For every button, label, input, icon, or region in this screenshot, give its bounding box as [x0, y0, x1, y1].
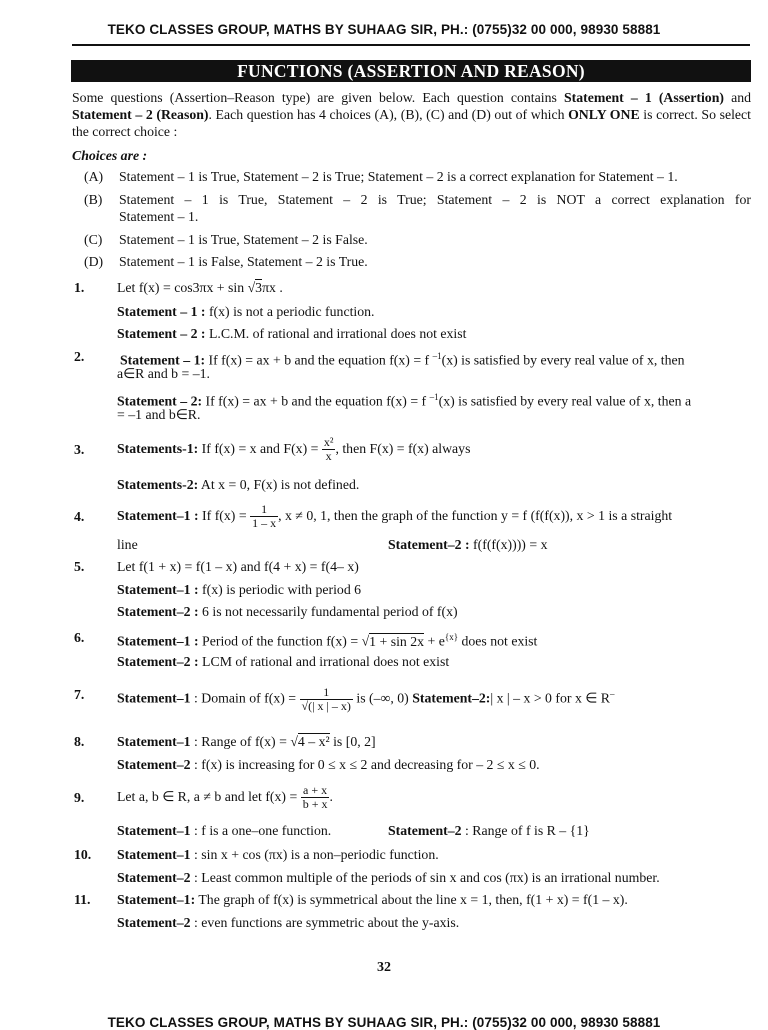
page-number: 32	[377, 960, 391, 975]
question-5-statement-2	[117, 603, 458, 620]
statement-text: | x | – x > 0 for x ∈ R	[490, 690, 610, 706]
statement-text: : Least common multiple of the periods of sin x and cos (πx) is an irrational number.	[190, 870, 660, 885]
question-7-statement	[117, 673, 614, 720]
question-6-statement-1	[117, 629, 537, 650]
question-number: 4.	[74, 509, 85, 524]
statement-text: The graph of f(x) is symmetrical about the line x = 1, then, f(1 + x) = f(1 – x).	[195, 892, 628, 907]
page-title: FUNCTIONS (ASSERTION AND REASON)	[71, 60, 751, 82]
statement-text: is (–∞, 0)	[352, 690, 413, 706]
statement-label: Statement–2	[117, 757, 191, 772]
intro-text: and	[731, 90, 752, 105]
stem-text: Let a, b ∈ R, a ≠ b and let f(x) =	[117, 789, 301, 804]
stem-text: .	[329, 789, 333, 804]
question-number: 8.	[74, 734, 85, 749]
question-number: 11.	[74, 892, 91, 907]
question-9-stem	[117, 776, 333, 818]
question-number: 1.	[74, 280, 85, 295]
question-11-statement-1	[117, 891, 628, 908]
fraction-denominator: 1 – x	[252, 516, 277, 531]
statement-text: (x) is satisfied by every real value of x, then	[441, 352, 685, 368]
statement-text: If f(x) = x and F(x) =	[198, 441, 322, 456]
statement-text: , x ≠ 0, 1, then the graph of the function y = f (f(f(x)), x > 1 is a straight	[278, 508, 673, 523]
stem-text: Let f(x) = cos3πx + sin	[117, 280, 248, 295]
fraction-denominator: b + x	[302, 797, 328, 812]
fraction-numerator: x²	[323, 435, 334, 450]
statement-label: Statement–2:	[412, 690, 491, 706]
fraction-denominator: √(| x | – x)	[301, 698, 351, 713]
statement-label: Statement–2 :	[117, 604, 199, 619]
question-3-statement-2	[117, 476, 359, 493]
statement-text: f(f(f(x)))) = x	[469, 537, 548, 552]
statement-label: Statement – 1 :	[117, 304, 206, 319]
statement-label: Statement–1	[117, 823, 191, 838]
statement-text: At x = 0, F(x) is not defined.	[198, 477, 360, 492]
question-9-statement-1	[117, 822, 331, 839]
fraction-numerator: 1	[300, 686, 353, 700]
statement-label: Statement – 1:	[120, 352, 206, 368]
superscript: –1	[432, 351, 442, 361]
fraction	[250, 503, 278, 530]
statement-label: Statements-1:	[117, 441, 199, 456]
statement-label: Statement–2 :	[117, 654, 199, 669]
sqrt-radicand: 1 + sin 2x	[369, 633, 425, 649]
choice-label: (B)	[84, 192, 103, 207]
sqrt-radicand: 3	[255, 280, 263, 295]
statement-text: (x) is satisfied by every real value of x, then a	[438, 393, 692, 409]
statement-text: If f(x) = ax + b and the equation f(x) = f	[205, 352, 433, 368]
superscript: {x}	[444, 632, 459, 642]
question-2-statement-2-cont: = –1 and b∈R.	[117, 407, 201, 422]
question-4-line-word: line	[117, 537, 138, 552]
fraction-numerator: 1	[250, 503, 278, 517]
question-number: 7.	[74, 687, 85, 702]
question-11-statement-2	[117, 914, 459, 931]
fraction	[300, 686, 353, 713]
question-5-statement-1	[117, 581, 361, 598]
statement-text: : Range of f(x) =	[190, 734, 291, 749]
choice-label: (D)	[84, 254, 104, 269]
question-9-statement-2	[388, 822, 590, 839]
statement-label: Statement–1 :	[117, 508, 199, 523]
choice-a-text: Statement – 1 is True, Statement – 2 is True; Statement – 2 is a correct explanation for Statement – 1.	[119, 169, 678, 184]
superscript: –1	[429, 392, 439, 402]
choices-heading: Choices are :	[72, 148, 148, 163]
statement-label: Statement–1:	[117, 892, 196, 907]
statement-label: Statement–2	[117, 915, 191, 930]
intro-bold: Statement – 1 (Assertion)	[563, 90, 724, 105]
statement-text: : Domain of f(x) =	[190, 690, 300, 706]
statement-label: Statements-2:	[117, 477, 199, 492]
statement-label: Statement–2	[388, 823, 462, 838]
question-1-stem	[117, 279, 283, 296]
statement-text: L.C.M. of rational and irrational does not exist	[205, 326, 467, 341]
statement-text: : even functions are symmetric about the y-axis.	[190, 915, 460, 930]
statement-text: : f(x) is increasing for 0 ≤ x ≤ 2 and decreasing for – 2 ≤ x ≤ 0.	[190, 757, 540, 772]
fraction-denominator: x	[325, 449, 332, 464]
statement-label: Statement – 2 :	[117, 326, 206, 341]
stem-text: πx .	[262, 280, 283, 295]
statement-text: Period of the function f(x) =	[198, 633, 362, 649]
statement-text: 6 is not necessarily fundamental period of f(x)	[198, 604, 458, 619]
header-rule	[72, 44, 750, 46]
statement-text: , then F(x) = f(x) always	[335, 441, 471, 456]
fraction	[322, 436, 336, 463]
statement-text: LCM of rational and irrational does not exist	[198, 654, 450, 669]
intro-text: Some questions (Assertion–Reason type) are given below. Each question contains	[72, 90, 564, 105]
question-1-statement-2	[117, 325, 466, 342]
sqrt-sign: √	[290, 734, 298, 749]
statement-text: is [0, 2]	[329, 734, 376, 749]
question-4-statement-1	[117, 495, 672, 537]
fraction	[301, 783, 333, 812]
superscript: –	[609, 689, 615, 699]
question-8-statement-2	[117, 756, 540, 773]
statement-text: : sin x + cos (πx) is a non–periodic function.	[190, 847, 439, 862]
question-10-statement-2	[117, 869, 660, 886]
sqrt-radicand: 4 – x²	[297, 734, 330, 749]
statement-text: f(x) is not a periodic function.	[205, 304, 375, 319]
question-number: 10.	[74, 847, 92, 862]
question-2-statement-1-cont: a∈R and b = –1.	[117, 366, 210, 381]
question-number: 6.	[74, 630, 85, 645]
question-5-stem: Let f(1 + x) = f(1 – x) and f(4 + x) = f(4– x)	[117, 559, 359, 574]
question-8-statement-1	[117, 733, 376, 750]
statement-label: Statement–1 :	[117, 633, 199, 649]
intro-text: . Each question has 4 choices (A), (B), (C) and (D) out of which	[208, 107, 569, 122]
question-1-statement-1	[117, 303, 374, 320]
question-3-statement-1	[117, 428, 470, 470]
question-number: 9.	[74, 790, 85, 805]
statement-label: Statement–2	[117, 870, 191, 885]
choice-b-text-2: Statement – 1.	[119, 209, 199, 224]
question-10-statement-1	[117, 846, 439, 863]
intro-bold: ONLY ONE	[568, 107, 640, 122]
statement-label: Statement–2 :	[388, 537, 470, 552]
statement-text: : Range of f is R – {1}	[461, 823, 590, 838]
choice-c-text: Statement – 1 is True, Statement – 2 is False.	[119, 232, 368, 247]
question-number: 3.	[74, 442, 85, 457]
statement-text: f(x) is periodic with period 6	[198, 582, 362, 597]
sqrt-sign: √	[361, 633, 370, 649]
statement-label: Statement – 2:	[117, 393, 203, 409]
intro-text: is correct. So select the correct choice :	[72, 107, 751, 139]
statement-text: If f(x) =	[198, 508, 251, 523]
statement-text: : f is a one–one function.	[190, 823, 332, 838]
page-footer: TEKO CLASSES GROUP, MATHS BY SUHAAG SIR, PH.: (0755)32 00 000, 98930 58881	[107, 1015, 661, 1030]
choice-label: (A)	[84, 169, 104, 184]
statement-label: Statement–1	[117, 690, 191, 706]
statement-text: + e	[424, 633, 445, 649]
question-number: 5.	[74, 559, 85, 574]
intro-bold: Statement – 2 (Reason)	[72, 107, 209, 122]
page-header: TEKO CLASSES GROUP, MATHS BY SUHAAG SIR, PH.: (0755)32 00 000, 98930 58881	[107, 22, 661, 37]
statement-text: If f(x) = ax + b and the equation f(x) = f	[202, 393, 430, 409]
choice-d-text: Statement – 1 is False, Statement – 2 is True.	[119, 254, 368, 269]
question-number: 2.	[74, 349, 85, 364]
statement-label: Statement–1	[117, 847, 191, 862]
question-6-statement-2	[117, 653, 449, 670]
choice-label: (C)	[84, 232, 103, 247]
statement-text: does not exist	[458, 633, 538, 649]
sqrt-sign: √	[247, 280, 256, 295]
question-4-statement-2	[388, 536, 547, 553]
choice-b-text: Statement – 1 is True, Statement – 2 is True; Statement – 2 is NOT a correct explanation for	[119, 192, 751, 207]
question-2-statement-2	[117, 389, 691, 410]
intro-paragraph	[72, 89, 751, 140]
fraction-numerator: a + x	[301, 784, 330, 798]
statement-label: Statement–1 :	[117, 582, 199, 597]
statement-label: Statement–1	[117, 734, 191, 749]
